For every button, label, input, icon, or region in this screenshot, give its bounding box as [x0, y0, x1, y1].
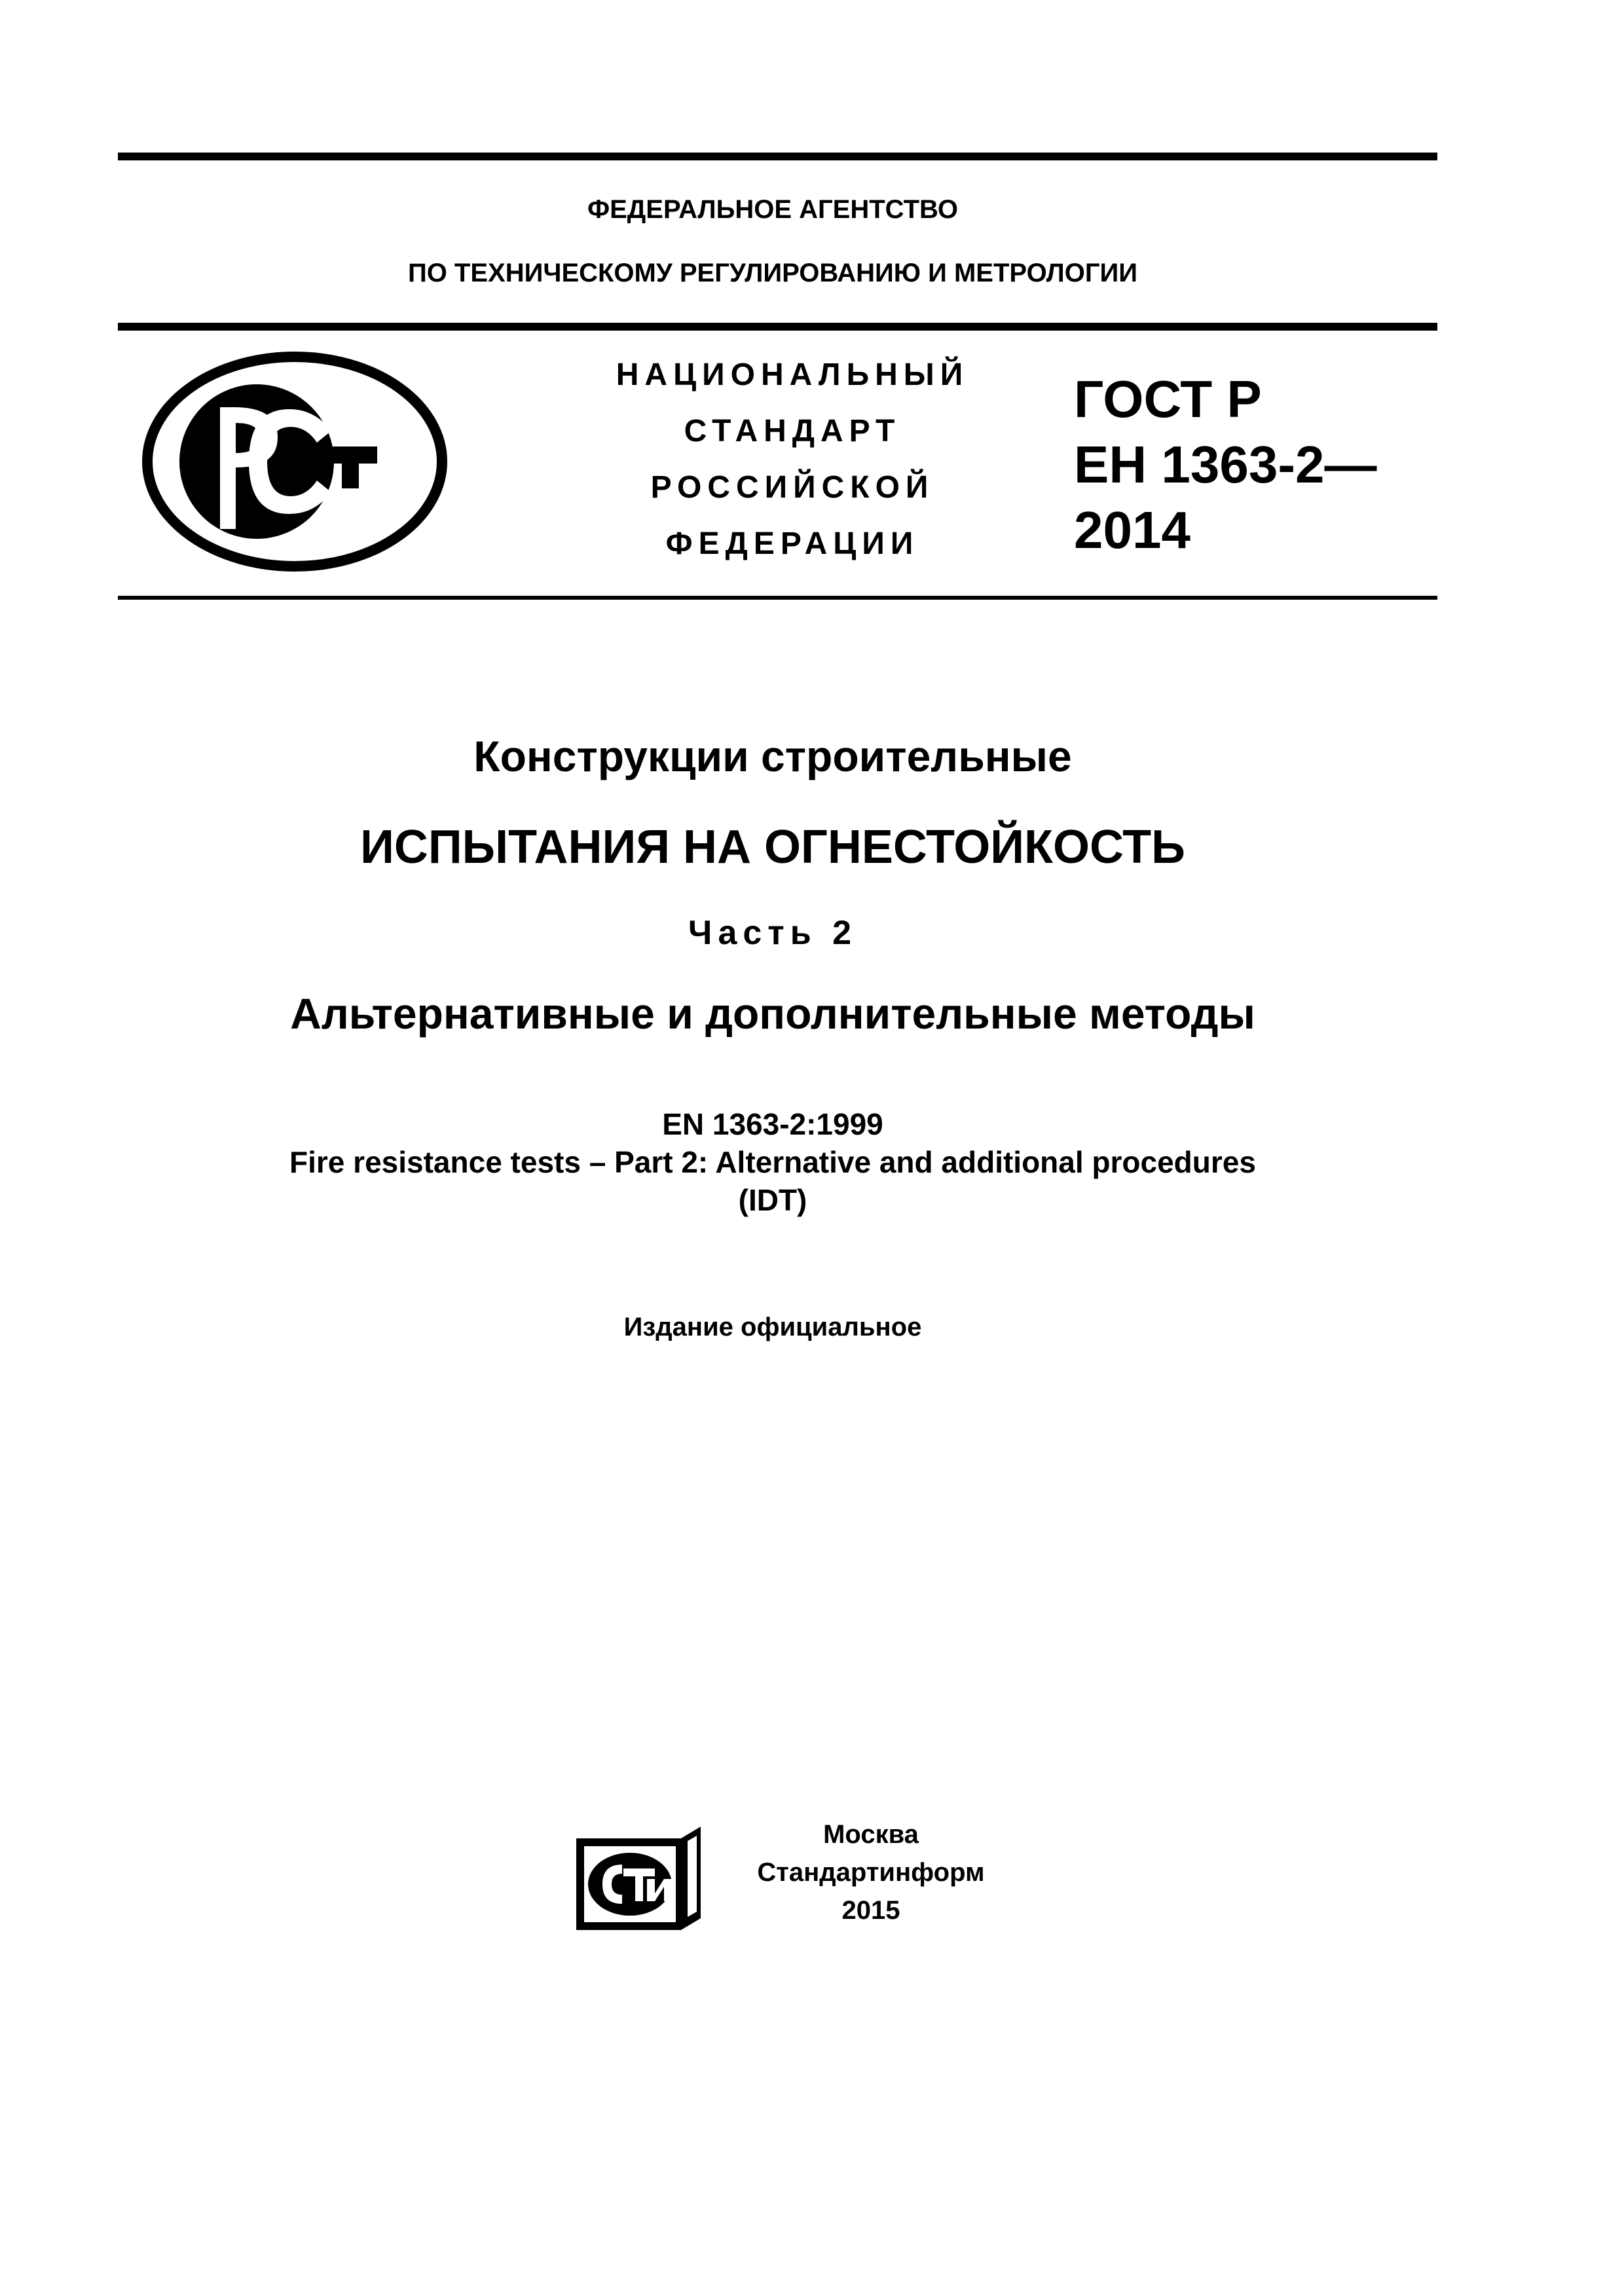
designation-line-3: 2014 — [1074, 501, 1190, 559]
designation-line-2: ЕН 1363-2— — [1074, 435, 1377, 494]
imprint-year: 2015 — [841, 1896, 900, 1925]
title-part: Часть 2 — [688, 914, 858, 952]
standard-block-bottom-rule — [118, 596, 1437, 600]
national-standard-block — [524, 347, 1061, 572]
header-divider-rule — [118, 323, 1437, 331]
national-line-2: СТАНДАРТ — [684, 414, 901, 448]
designation-line-1: ГОСТ Р — [1074, 370, 1262, 428]
title-subtitle: Альтернативные и дополнительные методы — [290, 989, 1255, 1038]
title-line-1: Конструкции строительные — [473, 732, 1072, 780]
standartinform-logo — [576, 1827, 707, 1931]
imprint-city: Москва — [823, 1820, 919, 1849]
reference-english-title: Fire resistance tests – Part 2: Alternative and additional procedures — [289, 1145, 1256, 1179]
national-line-4: ФЕДЕРАЦИИ — [665, 526, 919, 561]
agency-line-2: ПО ТЕХНИЧЕСКОМУ РЕГУЛИРОВАНИЮ И МЕТРОЛОГИИ — [407, 259, 1138, 287]
edition-label: Издание официальное — [623, 1313, 922, 1341]
gost-r-logo — [138, 347, 452, 576]
national-line-1: НАЦИОНАЛЬНЫЙ — [616, 357, 969, 392]
imprint-publisher: Стандартинформ — [757, 1858, 985, 1887]
title-line-2: ИСПЫТАНИЯ НА ОГНЕСТОЙКОСТЬ — [360, 821, 1185, 873]
national-line-3: РОССИЙСКОЙ — [650, 470, 934, 505]
top-rule — [118, 153, 1437, 160]
reference-code: EN 1363-2:1999 — [662, 1107, 883, 1141]
reference-degree: (IDT) — [738, 1183, 807, 1217]
agency-line-1: ФЕДЕРАЛЬНОЕ АГЕНТСТВО — [587, 195, 959, 224]
